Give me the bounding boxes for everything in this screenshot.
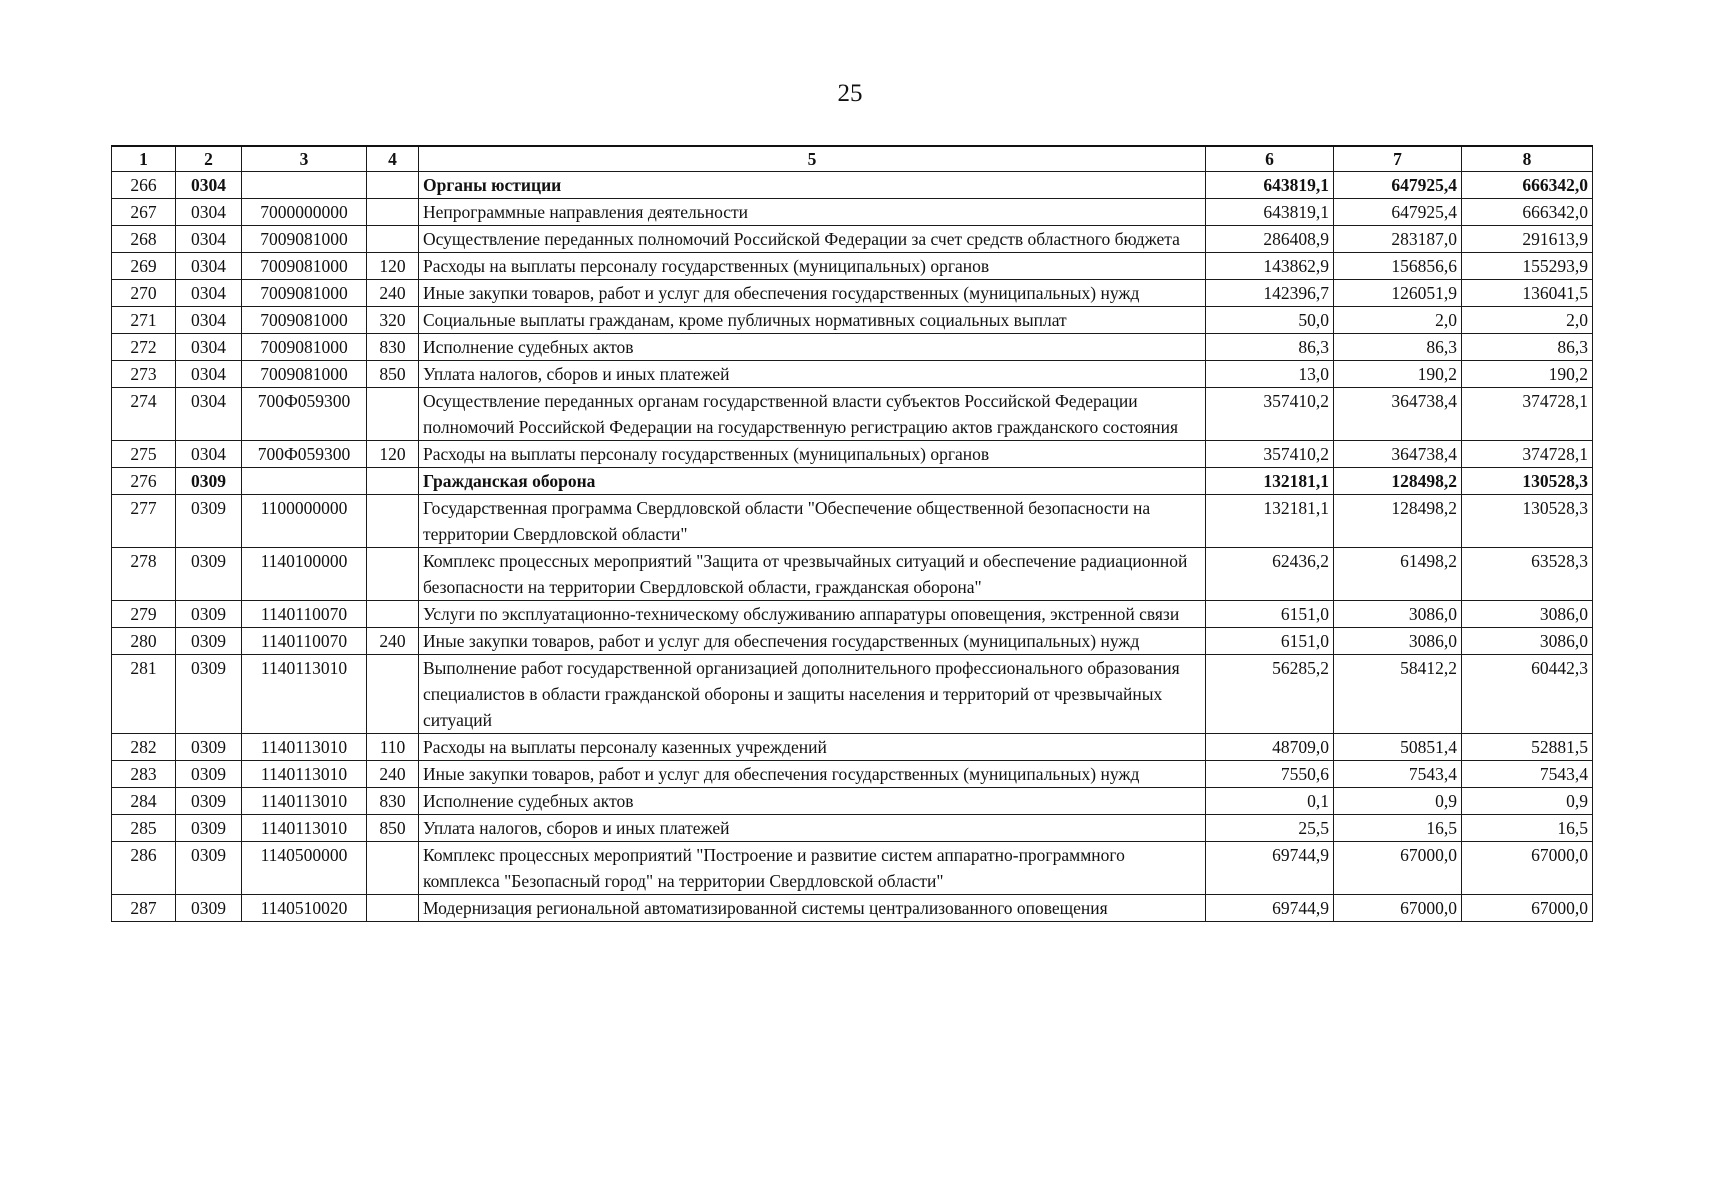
value-col6-cell: 6151,0 [1206,628,1334,655]
value-col6-cell: 143862,9 [1206,253,1334,280]
value-col6-cell: 643819,1 [1206,199,1334,226]
item-name-cell: Расходы на выплаты персоналу государственных (муниципальных) органов [419,441,1206,468]
value-col6-cell: 86,3 [1206,334,1334,361]
row-number-cell: 271 [112,307,176,334]
row-number-cell: 268 [112,226,176,253]
item-name-cell: Расходы на выплаты персоналу казенных учреждений [419,734,1206,761]
row-number-cell: 275 [112,441,176,468]
target-code-cell: 1140113010 [242,655,367,734]
target-code-cell: 1140113010 [242,761,367,788]
table-row [112,172,1593,199]
value-col7-cell: 61498,2 [1334,548,1462,601]
value-col8-cell: 52881,5 [1462,734,1593,761]
value-col8-cell: 3086,0 [1462,601,1593,628]
value-col8-cell: 291613,9 [1462,226,1593,253]
expense-type-cell: 240 [367,761,419,788]
item-name-cell: Осуществление переданных полномочий Российской Федерации за счет средств областного бюджета [419,226,1206,253]
table-row [112,307,1593,334]
expense-type-cell [367,172,419,199]
item-name-cell: Модернизация региональной автоматизированной системы централизованного оповещения [419,895,1206,922]
section-code-cell: 0309 [176,601,242,628]
item-name-cell: Уплата налогов, сборов и иных платежей [419,361,1206,388]
value-col7-cell: 3086,0 [1334,628,1462,655]
table-row [112,495,1593,548]
section-code-cell: 0309 [176,842,242,895]
item-name-cell: Расходы на выплаты персоналу государственных (муниципальных) органов [419,253,1206,280]
expense-type-cell: 240 [367,280,419,307]
section-code-cell: 0304 [176,253,242,280]
target-code-cell: 1140110070 [242,601,367,628]
value-col8-cell: 130528,3 [1462,495,1593,548]
value-col8-cell: 130528,3 [1462,468,1593,495]
section-code-cell: 0309 [176,495,242,548]
expense-type-cell [367,495,419,548]
row-number-cell: 274 [112,388,176,441]
item-name-cell: Осуществление переданных органам государственной власти субъектов Российской Федерации полномочий Российской Федерации на государственную регистрацию актов гражданского состояния [419,388,1206,441]
column-header-3: 3 [242,146,367,172]
section-code-cell: 0309 [176,815,242,842]
table-body [112,172,1593,922]
value-col7-cell: 7543,4 [1334,761,1462,788]
table-row [112,734,1593,761]
value-col7-cell: 58412,2 [1334,655,1462,734]
table-row [112,895,1593,922]
section-code-cell: 0304 [176,226,242,253]
target-code-cell: 7009081000 [242,253,367,280]
row-number-cell: 287 [112,895,176,922]
value-col6-cell: 7550,6 [1206,761,1334,788]
value-col7-cell: 16,5 [1334,815,1462,842]
value-col8-cell: 666342,0 [1462,199,1593,226]
table-header-row [112,146,1593,172]
value-col7-cell: 156856,6 [1334,253,1462,280]
expense-type-cell [367,895,419,922]
section-code-cell: 0309 [176,468,242,495]
value-col8-cell: 7543,4 [1462,761,1593,788]
expense-type-cell [367,388,419,441]
value-col6-cell: 142396,7 [1206,280,1334,307]
expense-type-cell: 850 [367,815,419,842]
table-row [112,788,1593,815]
row-number-cell: 279 [112,601,176,628]
row-number-cell: 272 [112,334,176,361]
value-col7-cell: 364738,4 [1334,388,1462,441]
table-row [112,226,1593,253]
table-row [112,601,1593,628]
value-col8-cell: 374728,1 [1462,441,1593,468]
value-col7-cell: 128498,2 [1334,495,1462,548]
expense-type-cell: 850 [367,361,419,388]
row-number-cell: 285 [112,815,176,842]
expense-type-cell [367,655,419,734]
value-col6-cell: 25,5 [1206,815,1334,842]
value-col7-cell: 364738,4 [1334,441,1462,468]
expense-type-cell [367,842,419,895]
value-col6-cell: 357410,2 [1206,388,1334,441]
row-number-cell: 278 [112,548,176,601]
value-col8-cell: 666342,0 [1462,172,1593,199]
item-name-cell: Гражданская оборона [419,468,1206,495]
expense-type-cell: 120 [367,253,419,280]
value-col7-cell: 126051,9 [1334,280,1462,307]
expense-type-cell: 240 [367,628,419,655]
item-name-cell: Непрограммные направления деятельности [419,199,1206,226]
item-name-cell: Уплата налогов, сборов и иных платежей [419,815,1206,842]
value-col6-cell: 56285,2 [1206,655,1334,734]
value-col8-cell: 190,2 [1462,361,1593,388]
value-col6-cell: 69744,9 [1206,895,1334,922]
value-col7-cell: 67000,0 [1334,842,1462,895]
value-col7-cell: 190,2 [1334,361,1462,388]
table-row [112,815,1593,842]
target-code-cell: 1140110070 [242,628,367,655]
section-code-cell: 0304 [176,388,242,441]
target-code-cell: 7009081000 [242,226,367,253]
value-col7-cell: 128498,2 [1334,468,1462,495]
item-name-cell: Услуги по эксплуатационно-техническому обслуживанию аппаратуры оповещения, экстренной связи [419,601,1206,628]
table-row [112,761,1593,788]
item-name-cell: Органы юстиции [419,172,1206,199]
value-col6-cell: 643819,1 [1206,172,1334,199]
value-col8-cell: 374728,1 [1462,388,1593,441]
value-col7-cell: 86,3 [1334,334,1462,361]
expense-type-cell [367,548,419,601]
value-col8-cell: 0,9 [1462,788,1593,815]
section-code-cell: 0309 [176,628,242,655]
value-col7-cell: 647925,4 [1334,172,1462,199]
section-code-cell: 0304 [176,307,242,334]
section-code-cell: 0309 [176,655,242,734]
section-code-cell: 0304 [176,361,242,388]
section-code-cell: 0304 [176,334,242,361]
value-col6-cell: 62436,2 [1206,548,1334,601]
target-code-cell: 7009081000 [242,334,367,361]
value-col7-cell: 50851,4 [1334,734,1462,761]
expense-type-cell: 320 [367,307,419,334]
value-col7-cell: 283187,0 [1334,226,1462,253]
row-number-cell: 273 [112,361,176,388]
table-row [112,334,1593,361]
target-code-cell: 7000000000 [242,199,367,226]
value-col6-cell: 13,0 [1206,361,1334,388]
value-col8-cell: 16,5 [1462,815,1593,842]
item-name-cell: Комплекс процессных мероприятий "Построение и развитие систем аппаратно-программного комплекса "Безопасный город" на территории Свердловской области" [419,842,1206,895]
value-col7-cell: 0,9 [1334,788,1462,815]
expense-type-cell: 830 [367,788,419,815]
table-row [112,388,1593,441]
value-col8-cell: 155293,9 [1462,253,1593,280]
item-name-cell: Исполнение судебных актов [419,334,1206,361]
table-row [112,361,1593,388]
table-row [112,468,1593,495]
value-col7-cell: 2,0 [1334,307,1462,334]
target-code-cell: 1140113010 [242,734,367,761]
target-code-cell: 1140500000 [242,842,367,895]
expense-type-cell [367,199,419,226]
target-code-cell: 700Ф059300 [242,388,367,441]
table-row [112,253,1593,280]
page-number: 25 [837,80,863,107]
row-number-cell: 286 [112,842,176,895]
item-name-cell: Иные закупки товаров, работ и услуг для обеспечения государственных (муниципальных) нужд [419,761,1206,788]
item-name-cell: Государственная программа Свердловской области "Обеспечение общественной безопасности на территории Свердловской области" [419,495,1206,548]
target-code-cell: 7009081000 [242,307,367,334]
value-col7-cell: 647925,4 [1334,199,1462,226]
row-number-cell: 282 [112,734,176,761]
value-col8-cell: 2,0 [1462,307,1593,334]
value-col6-cell: 132181,1 [1206,495,1334,548]
expense-type-cell [367,601,419,628]
target-code-cell [242,172,367,199]
table-row [112,280,1593,307]
row-number-cell: 281 [112,655,176,734]
section-code-cell: 0309 [176,548,242,601]
value-col8-cell: 60442,3 [1462,655,1593,734]
expense-type-cell: 830 [367,334,419,361]
row-number-cell: 277 [112,495,176,548]
value-col8-cell: 63528,3 [1462,548,1593,601]
section-code-cell: 0304 [176,199,242,226]
table-row [112,441,1593,468]
item-name-cell: Иные закупки товаров, работ и услуг для обеспечения государственных (муниципальных) нужд [419,628,1206,655]
column-header-1: 1 [112,146,176,172]
section-code-cell: 0309 [176,761,242,788]
section-code-cell: 0304 [176,280,242,307]
value-col8-cell: 86,3 [1462,334,1593,361]
value-col6-cell: 286408,9 [1206,226,1334,253]
row-number-cell: 284 [112,788,176,815]
item-name-cell: Комплекс процессных мероприятий "Защита от чрезвычайных ситуаций и обеспечение радиационной безопасности на территории Свердловской области, гражданская оборона" [419,548,1206,601]
target-code-cell: 1140510020 [242,895,367,922]
target-code-cell [242,468,367,495]
row-number-cell: 269 [112,253,176,280]
table-row [112,842,1593,895]
value-col8-cell: 3086,0 [1462,628,1593,655]
value-col7-cell: 67000,0 [1334,895,1462,922]
column-header-4: 4 [367,146,419,172]
item-name-cell: Иные закупки товаров, работ и услуг для обеспечения государственных (муниципальных) нужд [419,280,1206,307]
value-col6-cell: 132181,1 [1206,468,1334,495]
column-header-7: 7 [1334,146,1462,172]
budget-table [111,145,1593,922]
item-name-cell: Исполнение судебных актов [419,788,1206,815]
value-col6-cell: 357410,2 [1206,441,1334,468]
value-col8-cell: 67000,0 [1462,842,1593,895]
value-col6-cell: 50,0 [1206,307,1334,334]
section-code-cell: 0309 [176,895,242,922]
expense-type-cell: 110 [367,734,419,761]
target-code-cell: 7009081000 [242,361,367,388]
expense-type-cell: 120 [367,441,419,468]
value-col7-cell: 3086,0 [1334,601,1462,628]
column-header-6: 6 [1206,146,1334,172]
expense-type-cell [367,468,419,495]
table-row [112,628,1593,655]
column-header-2: 2 [176,146,242,172]
value-col6-cell: 0,1 [1206,788,1334,815]
target-code-cell: 1140100000 [242,548,367,601]
target-code-cell: 1140113010 [242,788,367,815]
row-number-cell: 276 [112,468,176,495]
section-code-cell: 0304 [176,172,242,199]
table-row [112,548,1593,601]
value-col8-cell: 136041,5 [1462,280,1593,307]
item-name-cell: Выполнение работ государственной организацией дополнительного профессионального образования специалистов в области гражданской обороны и защиты населения и территорий от чрезвычайных ситуаций [419,655,1206,734]
target-code-cell: 1100000000 [242,495,367,548]
value-col6-cell: 48709,0 [1206,734,1334,761]
column-header-8: 8 [1462,146,1593,172]
section-code-cell: 0309 [176,788,242,815]
column-header-5: 5 [419,146,1206,172]
row-number-cell: 280 [112,628,176,655]
row-number-cell: 283 [112,761,176,788]
target-code-cell: 1140113010 [242,815,367,842]
item-name-cell: Социальные выплаты гражданам, кроме публичных нормативных социальных выплат [419,307,1206,334]
target-code-cell: 700Ф059300 [242,441,367,468]
value-col8-cell: 67000,0 [1462,895,1593,922]
table-row [112,655,1593,734]
value-col6-cell: 69744,9 [1206,842,1334,895]
row-number-cell: 270 [112,280,176,307]
row-number-cell: 267 [112,199,176,226]
section-code-cell: 0309 [176,734,242,761]
expense-type-cell [367,226,419,253]
row-number-cell: 266 [112,172,176,199]
section-code-cell: 0304 [176,441,242,468]
value-col6-cell: 6151,0 [1206,601,1334,628]
target-code-cell: 7009081000 [242,280,367,307]
table-row [112,199,1593,226]
